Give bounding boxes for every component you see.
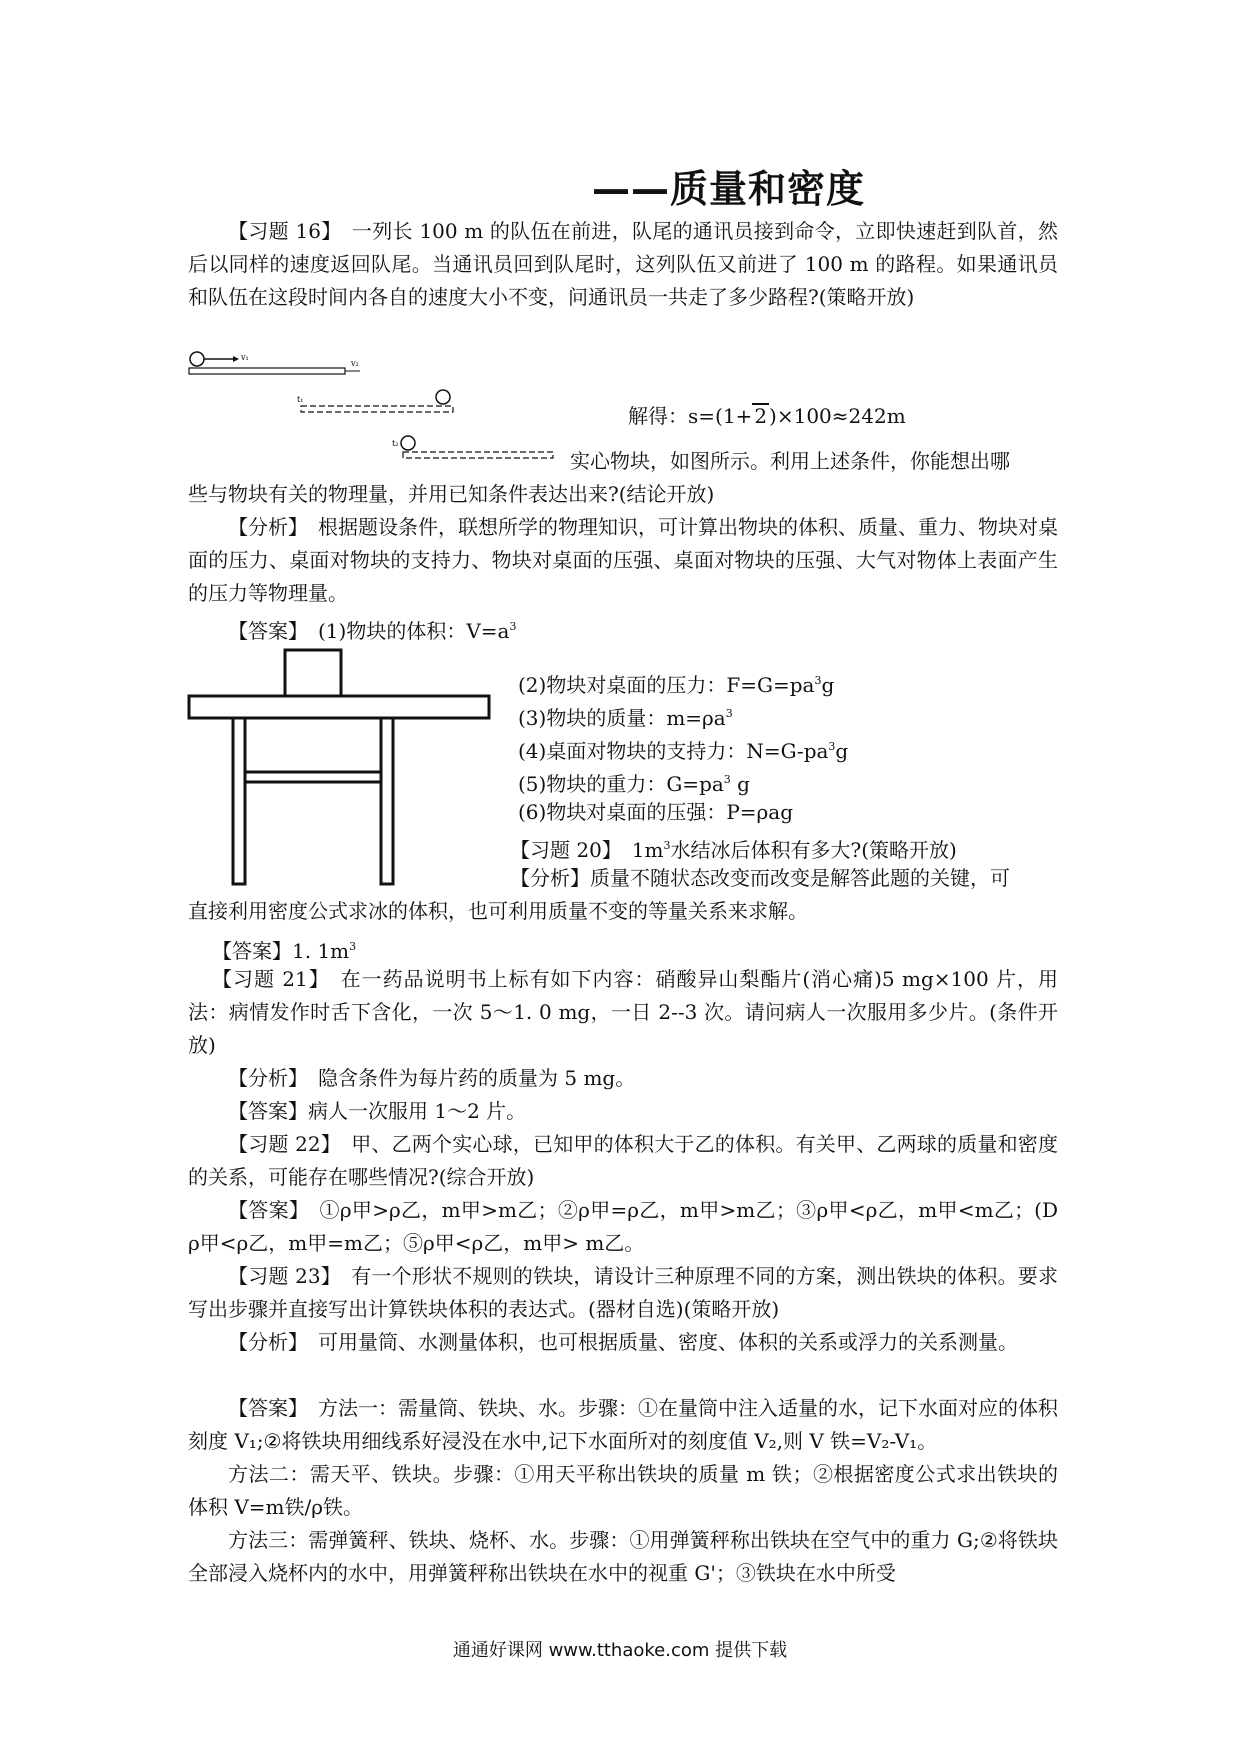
- answer-2: (2)物块对桌面的压力：$F=G=pa^3g$: [518, 673, 835, 697]
- answer-20: 【答案】1. $1m^3$: [212, 939, 357, 963]
- t1-label: t₁: [297, 395, 304, 404]
- answer-23-method3: 方法三：需弹簧秤、铁块、烧杯、水。步骤：①用弹簧秤称出铁块在空气中的重力 G;②将铁块全部浸入烧杯内的水中，用弹簧秤称出铁块在水中的视重 G'；③铁块在水中所受: [188, 1528, 1058, 1585]
- answer-22: 【答案】 ①ρ甲>ρ乙，m甲>m乙；②ρ甲=ρ乙，m甲>m乙；③ρ甲<ρ乙，m甲<m乙；(D ρ甲<ρ乙，m甲=m乙；⑤ρ甲<ρ乙，m甲> m乙。: [188, 1198, 1058, 1255]
- answer-1: 【答案】 (1)物块的体积：$V=a^3$: [228, 619, 517, 643]
- solution: 解得：s=(1+ 2 )×100≈242m: [628, 404, 906, 428]
- answer-6: (6)物块对桌面的压强：P=ρag: [518, 800, 794, 824]
- answer-3: (3)物块的质量：$m=\rho a^3$: [518, 706, 733, 730]
- answer-21: 【答案】病人一次服用 1～2 片。: [228, 1099, 527, 1123]
- problem-23: 【习题 23】 有一个形状不规则的铁块，请设计三种原理不同的方案，测出铁块的体积。要求写出步骤并直接写出计算铁块体积的表达式。(器材自选)(策略开放): [188, 1264, 1058, 1321]
- v1-label: v₁: [241, 353, 249, 362]
- page-title: ——质量和密度: [592, 167, 866, 211]
- analysis-20-line2: 直接利用密度公式求冰的体积，也可利用质量不变的等量关系来求解。: [188, 899, 808, 923]
- messenger-circle-t1: [436, 390, 450, 404]
- troop-bar-start: [189, 368, 345, 374]
- troop-bar-t1: [301, 406, 453, 412]
- answer-4: (4)桌面对物块的支持力：$N=G-pa^3g$: [518, 739, 849, 763]
- table-top: [189, 696, 489, 718]
- table-leg-right: [381, 718, 393, 884]
- answer-5: (5)物块的重力：$G=pa^3$ g: [518, 772, 750, 796]
- table-leg-left: [233, 718, 245, 884]
- table-crossbar: [245, 772, 381, 782]
- table-diagram: [185, 648, 495, 888]
- answer-23-method2: 方法二：需天平、铁块。步骤：①用天平称出铁块的质量 m 铁；②根据密度公式求出铁块的体积 V=m铁/ρ铁。: [188, 1462, 1058, 1519]
- answer-23-method1: 【答案】 方法一：需量筒、铁块、水。步骤：①在量筒中注入适量的水，记下水面对应的体积刻度 V₁;②将铁块用细线系好浸没在水中,记下水面所对的刻度值 V₂,则 V 铁=V₂-V₁。: [188, 1396, 1058, 1453]
- sqrt-symbol: 2: [754, 404, 768, 428]
- t2-label: t₂: [392, 439, 399, 448]
- problem-20: 【习题 20】 $1m^3$水结冰后体积有多大?(策略开放): [510, 838, 957, 862]
- problem-21: 【习题 21】 在一药品说明书上标有如下内容：硝酸异山梨酯片(消心痛)5 mg×100 片，用法：病情发作时舌下含化，一次 5～1. 0 mg，一日 2--3 次。请问病人一次服用多少片。(条件开放): [188, 967, 1058, 1057]
- problem-22: 【习题 22】 甲、乙两个实心球，已知甲的体积大于乙的体积。有关甲、乙两球的质量和密度的关系，可能存在哪些情况?(综合开放): [188, 1132, 1058, 1189]
- page-footer: 通通好课网 www.tthaoke.com 提供下载: [452, 1640, 788, 1661]
- analysis-21: 【分析】 隐含条件为每片药的质量为 5 mg。: [228, 1066, 636, 1090]
- problem-16: 【习题 16】 一列长 100 m 的队伍在前进，队尾的通讯员接到命令，立即快速赶到队首，然后以同样的速度返回队尾。当通讯员回到队尾时，这列队伍又前进了 100 m 的路程。如果通讯员和队伍在这段时间内各自的速度大小不变，问通讯员一共走了多少路程?(策略开放): [188, 219, 1058, 309]
- analysis-20-line1: 【分析】质量不随状态改变而改变是解答此题的关键，可: [510, 866, 1010, 890]
- messenger-circle-t2: [401, 436, 415, 450]
- cube-block: [285, 650, 341, 696]
- messenger-circle-start: [190, 352, 204, 366]
- cube-problem-line1: 实心物块，如图所示。利用上述条件，你能想出哪: [570, 449, 1010, 473]
- troop-bar-t2: [403, 452, 553, 458]
- cube-problem-line2: 些与物块有关的物理量，并用已知条件表达出来?(结论开放): [188, 482, 715, 506]
- analysis-23: 【分析】 可用量筒、水测量体积，也可根据质量、密度、体积的关系或浮力的关系测量。: [228, 1330, 1018, 1354]
- analysis-cube: 【分析】 根据题设条件，联想所学的物理知识，可计算出物块的体积、质量、重力、物块对桌面的压力、桌面对物块的支持力、物块对桌面的压强、桌面对物块的压强、大气对物体上表面产生的压力等物理量。: [188, 515, 1058, 605]
- troop-diagram: [185, 350, 585, 470]
- v2-label: v₂: [351, 359, 359, 368]
